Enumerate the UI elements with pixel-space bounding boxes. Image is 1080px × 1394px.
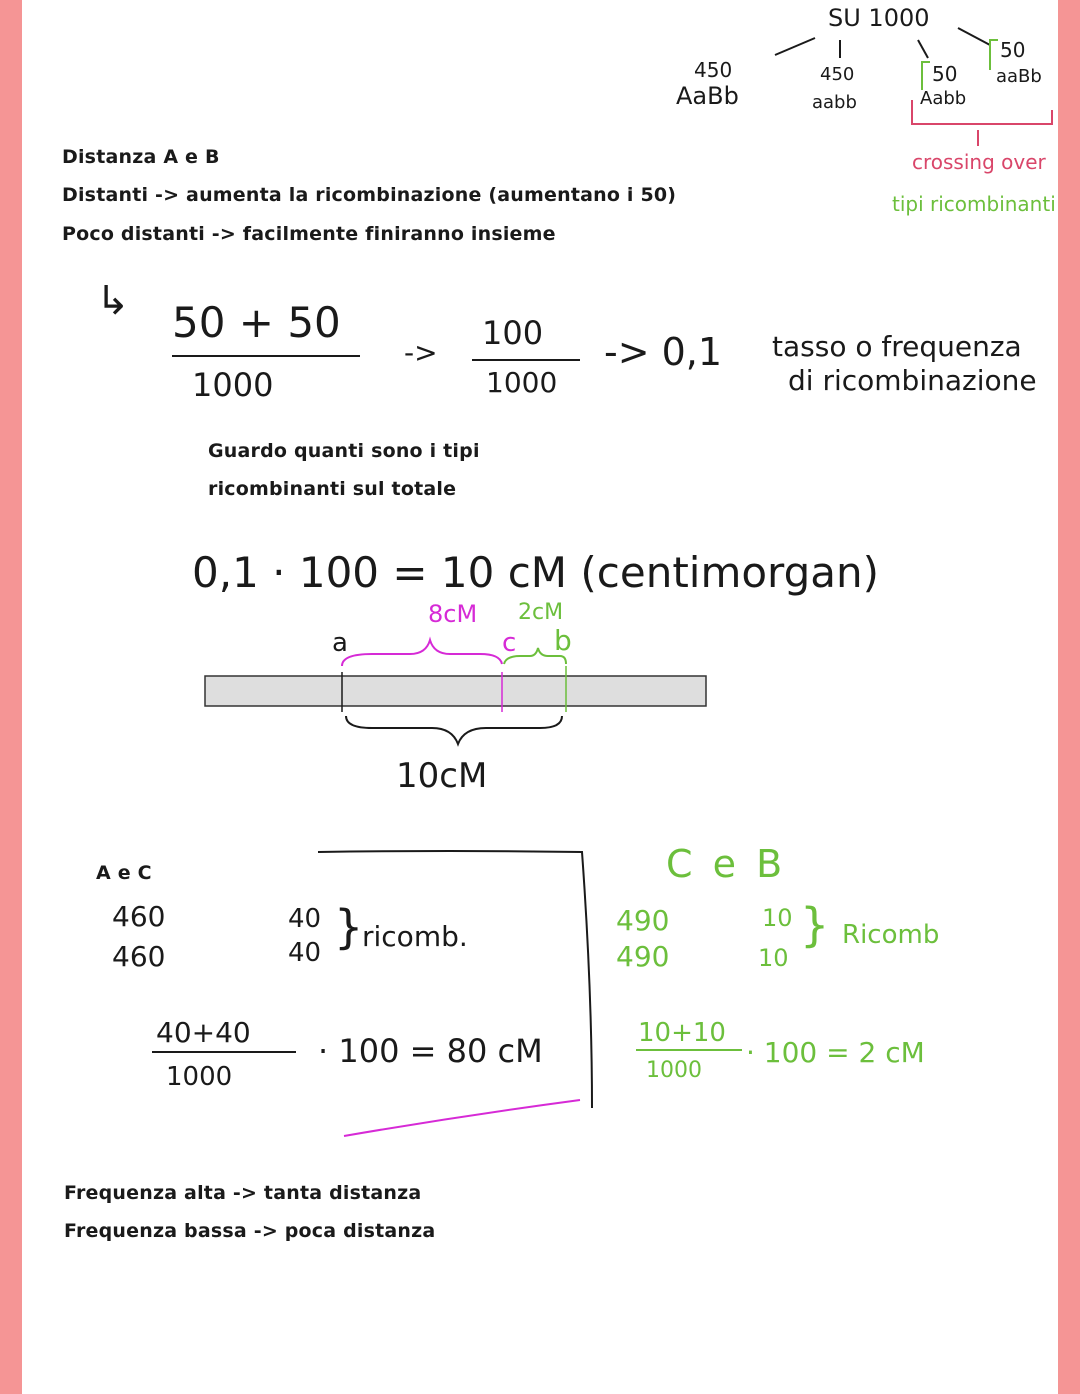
tree-branch4-count: 50 bbox=[1000, 38, 1026, 62]
aec-denominator: 1000 bbox=[166, 1062, 233, 1092]
gene-c-label: c bbox=[502, 628, 517, 658]
tree-branch2-count: 450 bbox=[820, 64, 855, 85]
formula1-numerator: 50 + 50 bbox=[172, 298, 341, 347]
ceb-title: C e B bbox=[666, 842, 787, 886]
formula1-arrow: -> bbox=[404, 336, 438, 369]
ceb-parental-2: 490 bbox=[616, 940, 670, 973]
aec-result: · 100 = 80 cM bbox=[318, 1032, 543, 1070]
aec-recombinant-2: 40 bbox=[288, 938, 322, 968]
ceb-numerator: 10+10 bbox=[638, 1018, 726, 1048]
tree-branch3-genotype: Aabb bbox=[920, 88, 967, 109]
aec-parental-2: 460 bbox=[112, 940, 166, 973]
intro-line-3: Poco distanti -> facilmente finiranno insieme bbox=[62, 223, 556, 245]
intro-line-1: Distanza A e B bbox=[62, 146, 220, 168]
formula1-label-1: tasso o frequenza bbox=[772, 330, 1022, 363]
aec-brace: } bbox=[334, 900, 364, 954]
explain-line-2: ricombinanti sul totale bbox=[208, 478, 457, 500]
distance-ac-label: 8cM bbox=[428, 600, 478, 628]
ceb-parental-1: 490 bbox=[616, 904, 670, 937]
formula1-result: -> 0,1 bbox=[604, 330, 723, 374]
aec-parental-1: 460 bbox=[112, 900, 166, 933]
formula1-numerator-2: 100 bbox=[482, 314, 544, 352]
formula2: 0,1 · 100 = 10 cM (centimorgan) bbox=[192, 548, 879, 597]
recombinant-types-note: tipi ricombinanti bbox=[892, 192, 1056, 216]
tree-root: SU 1000 bbox=[828, 4, 930, 32]
gene-b-label: b bbox=[554, 624, 572, 657]
ceb-recombinant-2: 10 bbox=[758, 944, 789, 972]
aec-title: A e C bbox=[96, 862, 152, 884]
formula1-denominator: 1000 bbox=[192, 366, 274, 404]
crossing-over-note: crossing over bbox=[912, 150, 1046, 174]
ceb-result: · 100 = 2 cM bbox=[746, 1036, 925, 1069]
gene-a-label: a bbox=[332, 628, 348, 658]
tree-branch3-count: 50 bbox=[932, 62, 958, 86]
ceb-denominator: 1000 bbox=[646, 1058, 702, 1083]
ceb-brace: } bbox=[800, 898, 830, 952]
intro-line-2: Distanti -> aumenta la ricombinazione (aumentano i 50) bbox=[62, 184, 677, 206]
distance-ab-label: 10cM bbox=[396, 756, 488, 796]
explain-line-1: Guardo quanti sono i tipi bbox=[208, 440, 480, 462]
tree-branch4-genotype: aaBb bbox=[996, 66, 1042, 87]
tree-branch1-count: 450 bbox=[694, 58, 733, 82]
distance-cb-label: 2cM bbox=[518, 600, 564, 625]
aec-ricomb-label: ricomb. bbox=[362, 920, 468, 953]
outro-line-2: Frequenza bassa -> poca distanza bbox=[64, 1220, 436, 1242]
outro-line-1: Frequenza alta -> tanta distanza bbox=[64, 1182, 422, 1204]
formula1-label-2: di ricombinazione bbox=[788, 364, 1037, 397]
formula1-denominator-2: 1000 bbox=[486, 366, 558, 399]
aec-recombinant-1: 40 bbox=[288, 904, 322, 934]
hook-arrow-icon: ↳ bbox=[96, 278, 130, 324]
ceb-ricomb-label: Ricomb bbox=[842, 920, 940, 950]
aec-numerator: 40+40 bbox=[156, 1016, 251, 1049]
tree-branch2-genotype: aabb bbox=[812, 92, 857, 113]
tree-branch1-genotype: AaBb bbox=[676, 82, 739, 110]
ceb-recombinant-1: 10 bbox=[762, 904, 793, 932]
